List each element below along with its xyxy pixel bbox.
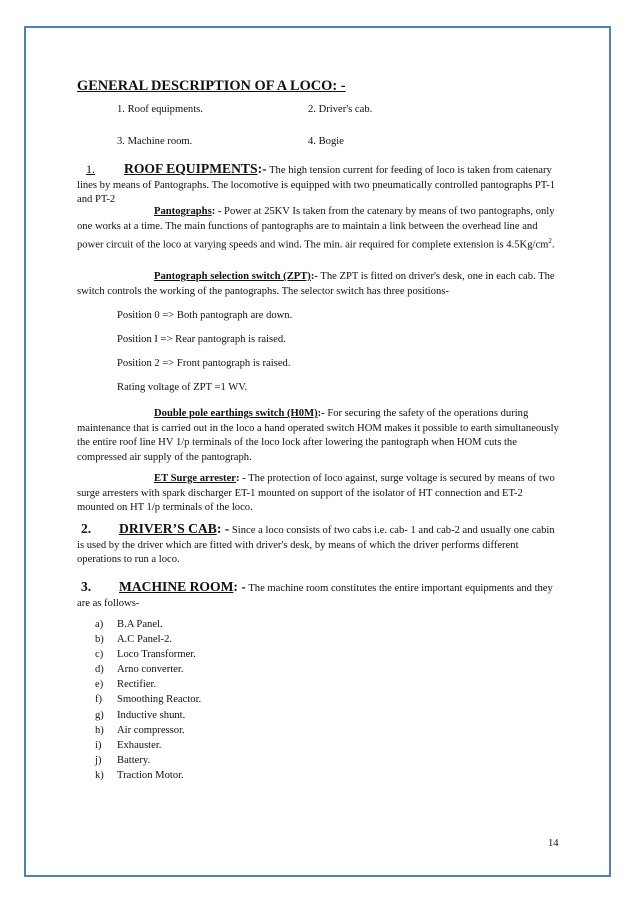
section-heading: MACHINE ROOM	[119, 579, 234, 594]
section-number: 2.	[81, 521, 92, 536]
list-item: k) Traction Motor.	[95, 769, 184, 781]
zpt-paragraph: Pantograph selection switch (ZPT):- The ZPT is fitted on driver's desk, one in each cab. The switch controls the working of the pantographs. The selector switch has three positions-	[77, 271, 555, 297]
page-number: 14	[548, 838, 559, 849]
position-line: Position I => Rear pantograph is raised.	[117, 334, 286, 345]
machine-room-list	[77, 617, 201, 783]
overview-item: 4. Bogie	[308, 136, 344, 147]
et-paragraph: ET Surge arrester: - The protection of loco against, surge voltage is secured by means of two surge arresters with spark discharger ET-1 mounted on support of the isolator of HT connection and ET-2 mounted on HT 1/p terminals of the loco.	[77, 473, 555, 514]
list-item: d) Arno converter.	[95, 664, 184, 676]
list-item: i) Exhauster.	[95, 739, 162, 751]
list-item: h) Air compressor.	[95, 724, 185, 736]
position-line: Rating voltage of ZPT =1 WV.	[117, 382, 248, 393]
list-item: g) Inductive shunt.	[95, 709, 186, 721]
list-item: c) Loco Transformer.	[95, 649, 196, 661]
position-line: Position 0 => Both pantograph are down.	[117, 310, 293, 321]
drivers-cab-section: 2. DRIVER’S CAB: - Since a loco consists of two cabs i.e. cab- 1 and cab-2 and usually one cabin is used by the driver which are fitted with driver's desk, by means of which the driver performs different operations to run a loco.	[77, 521, 555, 566]
overview-item: 1. Roof equipments.	[117, 104, 203, 115]
section-heading: DRIVER’S CAB	[119, 521, 217, 536]
position-line: Position 2 => Front pantograph is raised.	[117, 358, 291, 369]
section-number: 3.	[81, 579, 92, 594]
subheading: Double pole earthings switch (H0M)	[154, 408, 318, 419]
subheading: ET Surge arrester	[154, 473, 236, 484]
section-number: 1.	[86, 162, 95, 176]
section-heading: ROOF EQUIPMENTS	[124, 161, 258, 176]
page-title: GENERAL DESCRIPTION OF A LOCO: -	[77, 78, 346, 94]
subheading: Pantographs	[154, 206, 212, 217]
roof-equipments-section: 1. ROOF EQUIPMENTS:- The high tension current for feeding of loco is taken from catenary lines by means of Pantographs. The locomotive is equipped with two pneumatically controlled pantographs PT-1 and PT-2	[77, 161, 556, 206]
list-item: e) Rectifier.	[95, 679, 157, 691]
hom-paragraph: Double pole earthings switch (H0M):- For securing the safety of the operations during maintenance that is carried out in the loco a hand operated switch HOM makes it possible to earth simultaneously the entire roof line HV 1/p terminals of the loco lock after lowering the pantograph when HOM cuts the compressed air supply of the pantograph.	[77, 408, 559, 463]
pantographs-paragraph: Pantographs: - Power at 25KV Is taken from the catenary by means of two pantographs, only one works at a time. The main functions of pantographs are to maintain a link between the overhead line and power circuit of the loco at varying speeds and wind. The min. air required for complete extension is $4.5Kg/cm^2$.	[77, 206, 555, 251]
overview-item: 3. Machine room.	[117, 136, 193, 147]
list-item: b) A.C Panel-2.	[95, 634, 173, 646]
overview-item: 2. Driver's cab.	[308, 104, 373, 115]
list-item: a) B.A Panel.	[95, 619, 163, 630]
subheading: Pantograph selection switch (ZPT)	[154, 271, 311, 282]
list-item: f) Smoothing Reactor.	[95, 694, 202, 706]
list-item: j) Battery.	[95, 754, 151, 766]
machine-room-section: 3. MACHINE ROOM: - The machine room constitutes the entire important equipments and they are as follows-	[77, 579, 553, 609]
